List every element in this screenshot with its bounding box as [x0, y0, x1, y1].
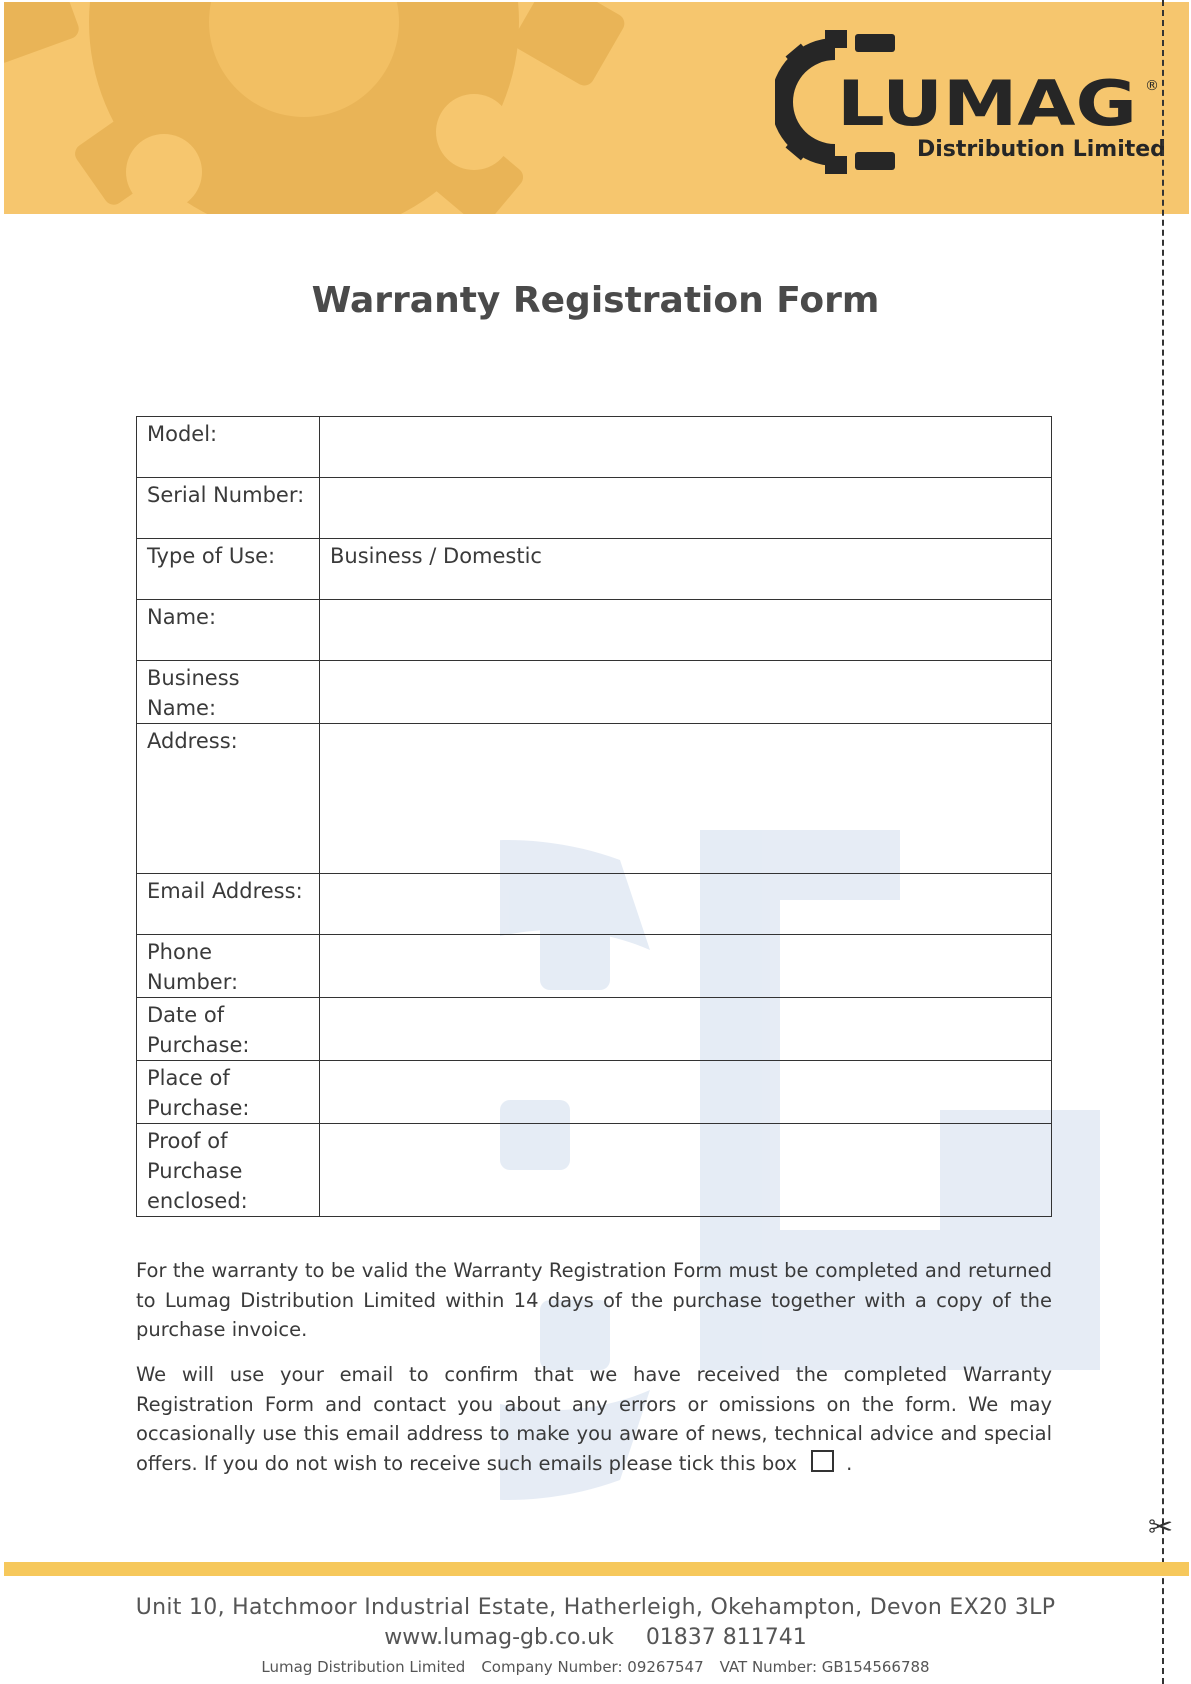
validity-paragraph: For the warranty to be valid the Warranty Registration Form must be completed and returned to Lumag Distribution Limited within 14 days of the purchase together with a copy of the purchase invoice.: [136, 1259, 1052, 1341]
table-row: [137, 935, 1052, 998]
row-label: Place of Purchase:: [137, 1061, 320, 1124]
row-label: Proof of Purchase enclosed:: [137, 1124, 320, 1217]
registration-table: [136, 416, 1052, 1217]
email-field[interactable]: [320, 874, 1052, 935]
type-of-use-field[interactable]: Business / Domestic: [320, 539, 1052, 600]
registered-mark: ®: [1145, 78, 1159, 94]
business-name-field[interactable]: [320, 661, 1052, 724]
row-label: Business Name:: [137, 661, 320, 724]
row-label: Type of Use:: [137, 539, 320, 600]
footer-company-info: [0, 1658, 1191, 1676]
row-label: Name:: [137, 600, 320, 661]
cut-line: [1162, 0, 1164, 1684]
address-field[interactable]: [320, 724, 1052, 874]
name-field[interactable]: [320, 600, 1052, 661]
table-row: [137, 874, 1052, 935]
table-row: [137, 1061, 1052, 1124]
footer-bar: [4, 1562, 1189, 1576]
company-name: Lumag Distribution Limited: [261, 1658, 466, 1676]
footer-address: Unit 10, Hatchmoor Industrial Estate, Hatherleigh, Okehampton, Devon EX20 3LP: [135, 1595, 1056, 1620]
table-row: [137, 661, 1052, 724]
row-label: Date of Purchase:: [137, 998, 320, 1061]
phone-number: 01837 811741: [645, 1625, 807, 1650]
date-of-purchase-field[interactable]: [320, 998, 1052, 1061]
logo-subtitle: Distribution Limited: [917, 137, 1166, 162]
table-row: [137, 724, 1052, 874]
row-label: Model:: [137, 417, 320, 478]
website-link[interactable]: www.lumag-gb.co.uk: [384, 1625, 614, 1650]
model-field[interactable]: [320, 417, 1052, 478]
table-row: [137, 998, 1052, 1061]
email-notice-end: .: [846, 1451, 853, 1475]
table-row: [137, 1124, 1052, 1217]
scissors-icon: ✂: [1148, 1510, 1174, 1545]
table-row: [137, 478, 1052, 539]
table-row: [137, 539, 1052, 600]
row-label: Serial Number:: [137, 478, 320, 539]
serial-number-field[interactable]: [320, 478, 1052, 539]
logo-wordmark: LUMAG: [837, 67, 1137, 140]
page-title: Warranty Registration Form: [311, 280, 880, 321]
company-number: Company Number: 09267547: [481, 1658, 704, 1676]
row-label: Address:: [137, 724, 320, 874]
table-row: [137, 417, 1052, 478]
row-label: Email Address:: [137, 874, 320, 935]
email-notice-text: We will use your email to confirm that we have received the completed Warranty Registration Form and contact you about any errors or omissions on the form. We may occasionally use this email address to make you aware of news, technical advice and special offers. If you do not wish to receive such emails please tick this box: [136, 1363, 1052, 1475]
email-notice-paragraph: [136, 1360, 1052, 1478]
proof-of-purchase-field[interactable]: [320, 1124, 1052, 1217]
opt-out-checkbox[interactable]: [811, 1450, 834, 1472]
vat-number: VAT Number: GB154566788: [719, 1658, 930, 1676]
row-label: Phone Number:: [137, 935, 320, 998]
table-row: [137, 600, 1052, 661]
footer-contact: [0, 1625, 1191, 1650]
place-of-purchase-field[interactable]: [320, 1061, 1052, 1124]
phone-field[interactable]: [320, 935, 1052, 998]
